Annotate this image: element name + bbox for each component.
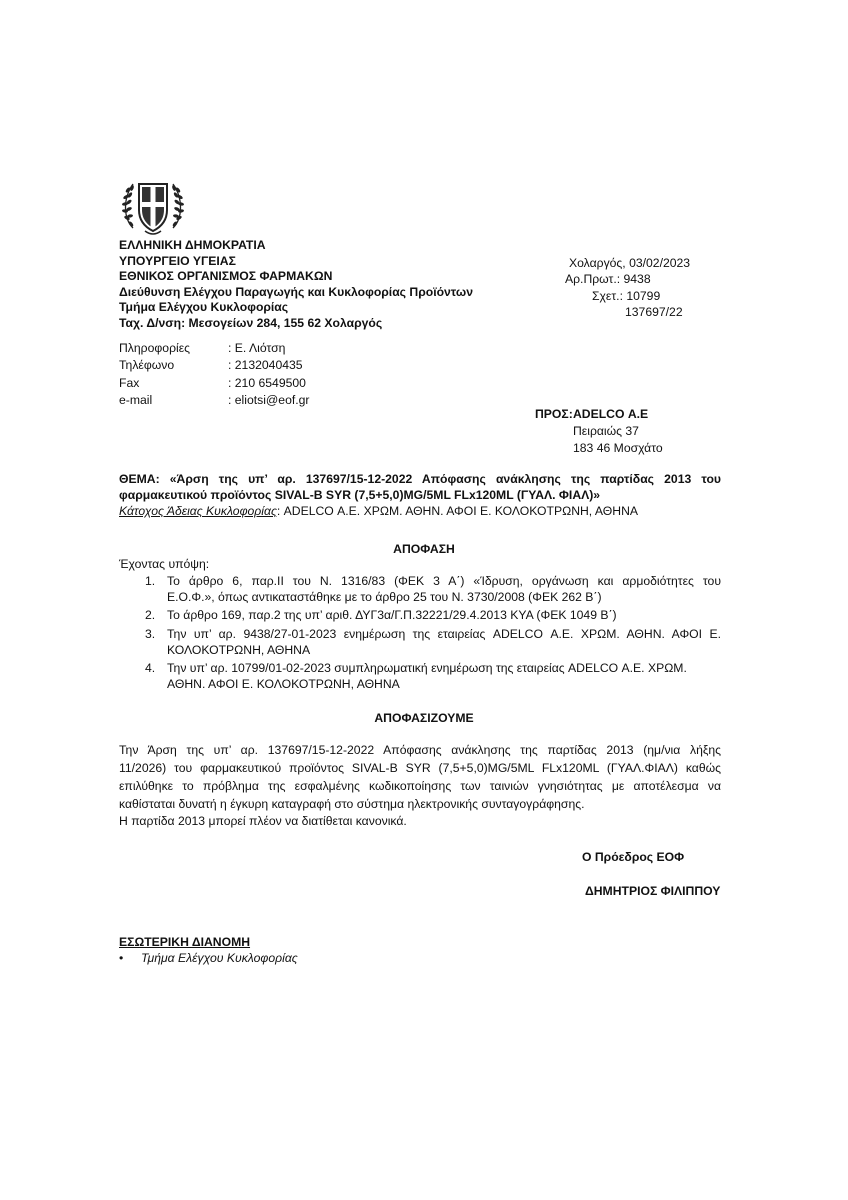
related-number-2: 137697/22	[625, 305, 683, 320]
recipient-label: ΠΡΟΣ:	[535, 407, 573, 421]
issuer-department: Τμήμα Ελέγχου Κυκλοφορίας	[119, 300, 289, 315]
contact-details	[119, 341, 379, 411]
holder-value: : ADELCO Α.Ε. ΧΡΩΜ. ΑΘΗΝ. ΑΦΟΙ Ε. ΚΟΛΟΚΟΤΡΩΝΗ, ΑΘΗΝΑ	[276, 504, 638, 518]
resolution-title: ΑΠΟΦΑΣΙΖΟΥΜΕ	[374, 711, 474, 725]
contact-value: : 210 6549500	[228, 375, 306, 390]
contact-value: : Ε. Λιότση	[228, 341, 286, 355]
resolution-line: 11/2026) του φαρμακευτικού προϊόντος SIVAL-B SYR (7,5+5,0)MG/5ML FLx120ML (ΓΥΑΛ.ΦΙΑΛ) καθώς	[119, 761, 721, 775]
list-item-number: 2.	[145, 608, 156, 622]
distribution-title: ΕΣΩΤΕΡΙΚΗ ΔΙΑΝΟΜΗ	[119, 935, 251, 949]
signature-role: Ο Πρόεδρος ΕΟΦ	[582, 850, 685, 864]
list-item-number: 1.	[145, 574, 156, 588]
list-item-text: Την υπ’ αρ. 9438/27-01-2023 ενημέρωση της εταιρείας ADELCO Α.Ε. ΧΡΩΜ. ΑΘΗΝ. ΑΦΟΙ Ε.	[167, 627, 721, 641]
issuer-directorate: Διεύθυνση Ελέγχου Παραγωγής και Κυκλοφορίας Προϊόντων	[119, 284, 473, 299]
recipient-street: Πειραιώς 37	[573, 424, 639, 438]
list-item-text: ΚΟΛΟΚΟΤΡΩΝΗ, ΑΘΗΝΑ	[167, 643, 311, 657]
contact-label: Πληροφορίες	[119, 341, 191, 355]
resolution-line: Την Άρση της υπ’ αρ. 137697/15-12-2022 Απόφασης ανάκλησης της παρτίδας 2013 (ημ/νια λήξης	[119, 743, 721, 757]
resolution-line: Η παρτίδα 2013 μπορεί πλέον να διατίθεται κανονικά.	[119, 814, 407, 828]
recipient-city: 183 46 Μοσχάτο	[573, 441, 663, 455]
list-item-text: Την υπ’ αρ. 10799/01-02-2023 συμπληρωματική ενημέρωση της εταιρείας ADELCO Α.Ε. ΧΡΩΜ.	[167, 661, 687, 675]
contact-value: : 2132040435	[228, 358, 303, 373]
holder-label: Κάτοχος Άδειας Κυκλοφορίας	[119, 504, 277, 518]
contact-row	[119, 393, 379, 410]
greek-emblem-logo	[119, 176, 187, 238]
issuer-country: ΕΛΛΗΝΙΚΗ ΔΗΜΟΚΡΑΤΙΑ	[119, 238, 266, 252]
place-date: Χολαργός, 03/02/2023	[569, 256, 691, 270]
list-item-text: ΑΘΗΝ. ΑΦΟΙ Ε. ΚΟΛΟΚΟΤΡΩΝΗ, ΑΘΗΝΑ	[167, 677, 400, 691]
signature-name: ΔΗΜΗΤΡΙΟΣ ΦΙΛΙΠΠΟΥ	[585, 884, 721, 898]
recipient-name: ADELCO Α.Ε	[573, 407, 649, 421]
contact-row	[119, 376, 379, 393]
bullet-icon: •	[119, 951, 124, 965]
resolution-line: επιλύθηκε το πρόβλημα της εσφαλμένης κωδικοποίησης των ταινιών γνησιότητας με αποτέλεσμα να	[119, 779, 721, 793]
contact-row	[119, 358, 379, 375]
subject-line: ΘΕΜΑ: «Άρση της υπ’ αρ. 137697/15-12-2022 Απόφασης ανάκλησης της παρτίδας 2013 του	[119, 472, 721, 486]
issuer-ministry: ΥΠΟΥΡΓΕΙΟ ΥΓΕΙΑΣ	[119, 253, 236, 268]
contact-label: e-mail	[119, 393, 153, 408]
protocol-number: Αρ.Πρωτ.: 9438	[565, 272, 651, 287]
issuer-address: Ταχ. Δ/νση: Μεσογείων 284, 155 62 Χολαργός	[119, 315, 383, 330]
contact-label: Τηλέφωνο	[119, 358, 175, 373]
list-item-text: Ε.Ο.Φ.», όπως αντικαταστάθηκε με το άρθρο 25 του Ν. 3730/2008 (ΦΕΚ 262 Β΄)	[167, 590, 602, 604]
list-item-number: 4.	[145, 661, 156, 675]
issuer-block	[119, 238, 473, 332]
list-item-text: Το άρθρο 6, παρ.ΙΙ του Ν. 1316/83 (ΦΕΚ 3 Α΄) «Ίδρυση, οργάνωση και αρμοδιότητες του	[167, 574, 721, 588]
holder-line	[119, 504, 638, 520]
list-item-number: 3.	[145, 627, 156, 641]
issuer-agency: ΕΘΝΙΚΟΣ ΟΡΓΑΝΙΣΜΟΣ ΦΑΡΜΑΚΩΝ	[119, 269, 333, 284]
list-item-text: Το άρθρο 169, παρ.2 της υπ’ αριθ. ΔΥΓ3α/Γ.Π.32221/29.4.2013 ΚΥΑ (ΦΕΚ 1049 Β΄)	[167, 608, 617, 622]
contact-value: : eliotsi@eof.gr	[228, 393, 310, 408]
decision-title: ΑΠΟΦΑΣΗ	[393, 542, 455, 556]
distribution-item: Τμήμα Ελέγχου Κυκλοφορίας	[141, 951, 298, 965]
resolution-line: καθίσταται δυνατή η έγκυρη καταγραφή στο σύστημα ηλεκτρονικής συνταγογράφησης.	[119, 797, 585, 811]
decision-intro: Έχοντας υπόψη:	[119, 557, 210, 571]
related-number: Σχετ.: 10799	[592, 288, 661, 303]
subject-line: φαρμακευτικού προϊόντος SIVAL-B SYR (7,5+5,0)MG/5ML FLx120ML (ΓΥΑΛ. ΦΙΑΛ)»	[119, 488, 601, 502]
contact-row	[119, 341, 379, 358]
contact-label: Fax	[119, 375, 140, 390]
